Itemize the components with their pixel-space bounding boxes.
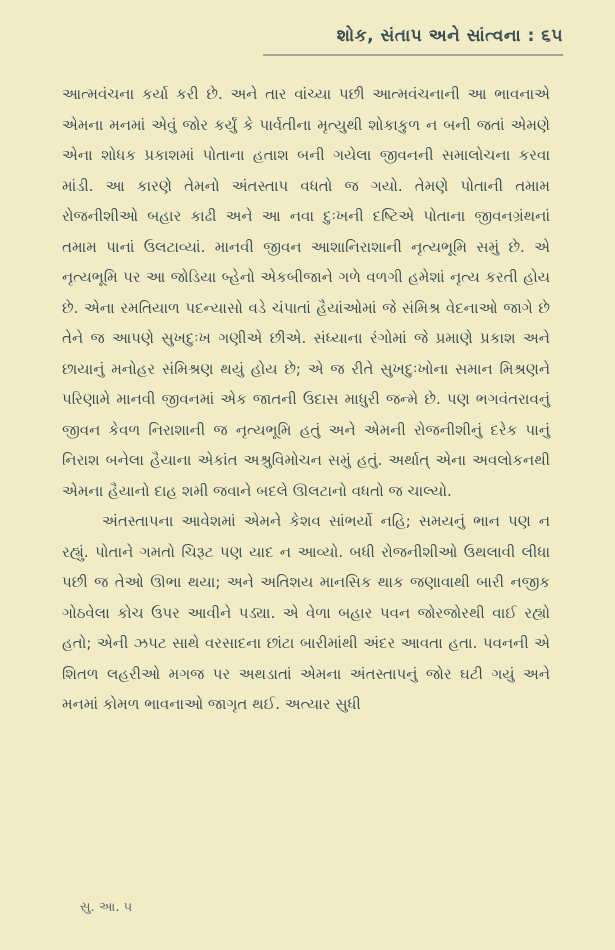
paragraph-1: આત્મવંચના કર્યા કરી છે. અને તાર વાંચ્યા પછી આત્મવંચનાની આ ભાવનાએ એમના મનમાં એવું જોર કર્યું કે પાર્વતીના મૃત્યુથી શોકાકુળ ન બની જતાં એમણે એના શોધક પ્રકાશમાં પોતાના હતાશ બની ગયેલા જીવનની સમાલોચના કરવા માંડી. આ કારણે તેમનો અંતસ્તાપ વધતો જ ગયો. તેમણે પોતાની તમામ રોજનીશીઓ બહાર કાઢી અને આ નવા દુઃખની દષ્ટિએ પોતાના જીવનગ્રંથનાં તમામ પાનાં ઉલટાવ્યાં. માનવી જીવન આશાનિરાશાની નૃત્યભૂમિ સમું છે. એ નૃત્યભૂમિ પર આ જોડિયા બ્હેનો એકબીજાને ગળે વળગી હમેશાં નૃત્ય કરતી હોય છે. એના રમતિયાળ પદન્યાસો વડે ચંપાતાં હૈયાંઓમાં જે સંમિશ્ર વેદનાઓ જાગે છે તેને જ આપણે સુખદુઃખ ગણીએ છીએ. સંધ્યાના રંગોમાં જે પ્રમાણે પ્રકાશ અને છાયાનું મનોહર સંમિશ્રણ થયું હોય છે; એ જ રીતે સુખદુઃખોના સમાન મિશ્રણને પરિણામે માનવી જીવનમાં એક જાતની ઉદાસ માધુરી જન્મે છે. પણ ભગવંતરાવનું જીવન કેવળ નિરાશાની જ નૃત્યભૂમિ હતું અને એમની રોજનીશીનું દરેક પાનું નિરાશ બનેલા હૈયાના એકાંત અશ્રુવિમોચન સમું હતું. અર્થાત્ એના અવલોકનથી એમના હૈયાનો દાહ શમી જવાને બદલે ઊલટાનો વધતો જ ચાલ્યો. bbox=[62, 85, 550, 500]
body-text bbox=[62, 79, 550, 720]
header-underline bbox=[263, 54, 563, 60]
paragraph-2: અંતસ્તાપના આવેશમાં એમને કેશવ સાંભર્યો નહિ; સમયનું ભાન પણ ન રહ્યું. પોતાને ગમતો ચિરૂટ પણ યાદ ન આવ્યો. બધી રોજનીશીઓ ઉથલાવી લીધા પછી જ તેઓ ઊભા થયા; અને અતિશય માનસિક થાક જણાવાથી બારી નજીક ગોઠવેલા કોચ ઉપર આવીને પડ્યા. એ વેળા બહાર પવન જોરજોરથી વાઈ રહ્યો હતો; એની ઝપટ સાથે વરસાદના છાંટા બારીમાંથી અંદર આવતા હતા. પવનની એ શિતળ લહરીઓ મગજ પર અથડાતાં એમના અંતસ્તાપનું જોર ઘટી ગયું અને મનમાં કોમળ ભાવનાઓ જાગૃત થઈ. અત્યાર સુધી bbox=[62, 512, 550, 713]
signature-mark: સુ. આ. ૫ bbox=[80, 900, 133, 915]
running-header: શોક, સંતાપ અને સાંત્વના : ૬૫ bbox=[336, 26, 563, 46]
